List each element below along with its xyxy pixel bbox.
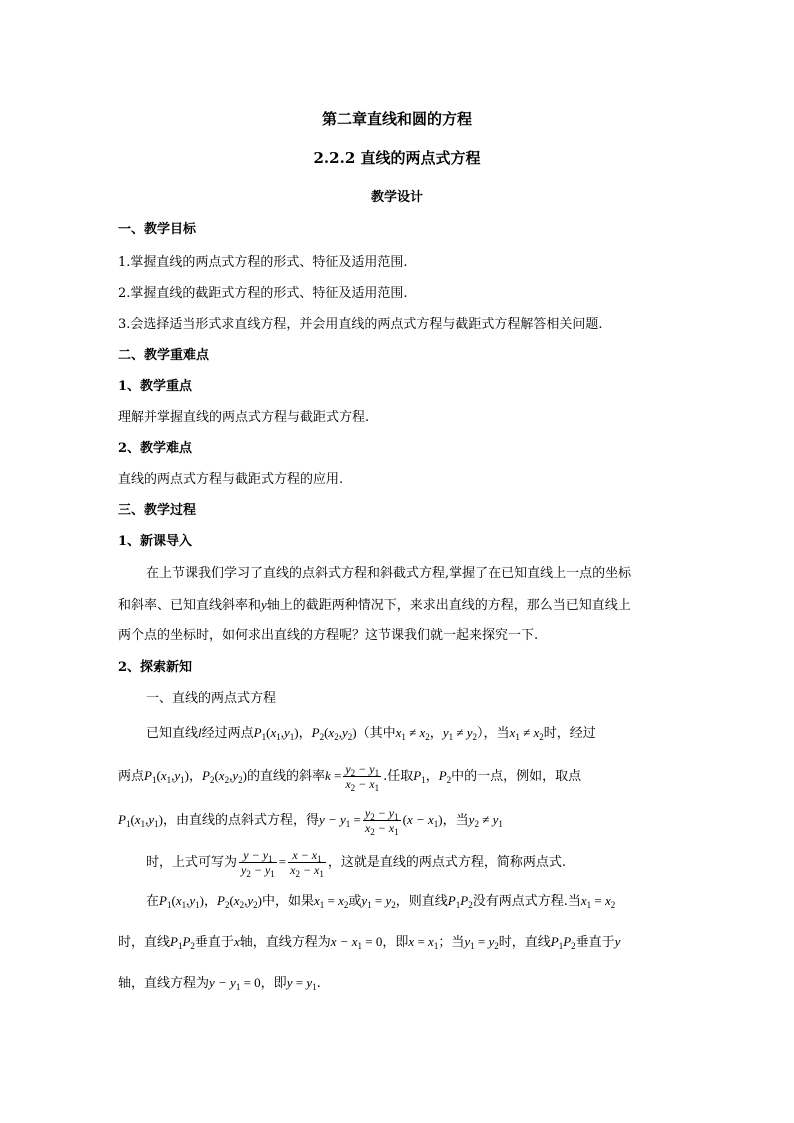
difficulty-text: 直线的两点式方程与截距式方程的应用.	[118, 472, 344, 487]
goal-2: 2.掌握直线的截距式方程的形式、特征及适用范围.	[118, 286, 408, 301]
intro-line-3: 两个点的坐标时，如何求出直线的方程呢？这节课我们就一起来探究一下.	[118, 628, 539, 643]
para-1: 已知直线l经过两点$P_1(x_1,y_1)$，$P_2(x_2,y_2)$（其中$x_1 \ne x_2$，$y_1 \ne y_2$），当$x_1 \ne x_2$时，经过	[146, 725, 596, 742]
key-text: 理解并掌握直线的两点式方程与截距式方程.	[118, 410, 370, 425]
para-7: 轴，直线方程为$y - y_1 = 0$，即$y = y_1$.	[118, 975, 321, 992]
chapter-title: 第二章直线和圆的方程	[321, 110, 472, 128]
para-3: $P_1(x_1,y_1)$，由直线的点斜式方程，得$y - y_1$ = $\frac{y_2 - y_1}{x_2 - x_1}$ $(x - x_1)$，当$y_2 \ne y_1$	[118, 806, 503, 837]
document-subtitle: 教学设计	[370, 190, 423, 205]
goal-3: 3.会选择适当形式求直线方程，并会用直线的两点式方程与截距式方程解答相关问题.	[118, 317, 603, 332]
two-point-fraction-left: $\frac{y - y_1}{y_2 - y_1}$	[241, 848, 275, 879]
heading-goals: 一、教学目标	[118, 222, 197, 237]
heading-process: 三、教学过程	[118, 503, 197, 518]
para-5: 在$P_1(x_1,y_1)$，$P_2(x_2,y_2)$中，如果$x_1 = x_2$或$y_1 = y_2$，则直线$P_1P_2$没有两点式方程.当$x_1 = x_2$	[146, 893, 616, 910]
slope-fraction: $\frac{y_2 - y_1}{x_2 - x_1}$	[345, 762, 380, 793]
heading-key: 1、教学重点	[118, 379, 193, 394]
para-4: 时，上式可写为 $\frac{y - y_1}{y_2 - y_1}$ = $\frac{x - x_1}{x_2 - x_1}$ ，这就是直线的两点式方程，简称两点式.	[146, 848, 567, 879]
two-point-fraction-right: $\frac{x - x_1}{x_2 - x_1}$	[290, 848, 324, 879]
intro-line-2: 和斜率、已知直线斜率和y轴上的截距两种情况下，来求出直线的方程，那么当已知直线上	[118, 597, 631, 613]
sub-heading-two-point: 一、直线的两点式方程	[146, 691, 277, 706]
para-2: 两点$P_1(x_1,y_1)$，$P_2(x_2,y_2)$的直线的斜率k = $\frac{y_2 - y_1}{x_2 - x_1}$ .任取$P_1$，$P_2$中的一点，例如，取点	[118, 762, 582, 793]
point-slope-fraction: $\frac{y_2 - y_1}{x_2 - x_1}$	[364, 806, 399, 837]
heading-difficulty: 2、教学难点	[118, 441, 193, 456]
heading-intro: 1、新课导入	[118, 534, 193, 549]
intro-line-1: 在上节课我们学习了直线的点斜式方程和斜截式方程,掌握了在已知直线上一点的坐标	[146, 566, 632, 581]
heading-explore: 2、探索新知	[118, 660, 193, 675]
heading-key-points: 二、教学重难点	[118, 348, 210, 363]
section-title: 2.2.2 直线的两点式方程	[313, 149, 481, 167]
goal-1: 1.掌握直线的两点式方程的形式、特征及适用范围.	[118, 255, 408, 270]
para-6: 时，直线$P_1P_2$垂直于x轴，直线方程为$x - x_1 = 0$，即$x = x_1$；当$y_1 = y_2$时，直线$P_1P_2$垂直于y	[118, 934, 621, 951]
